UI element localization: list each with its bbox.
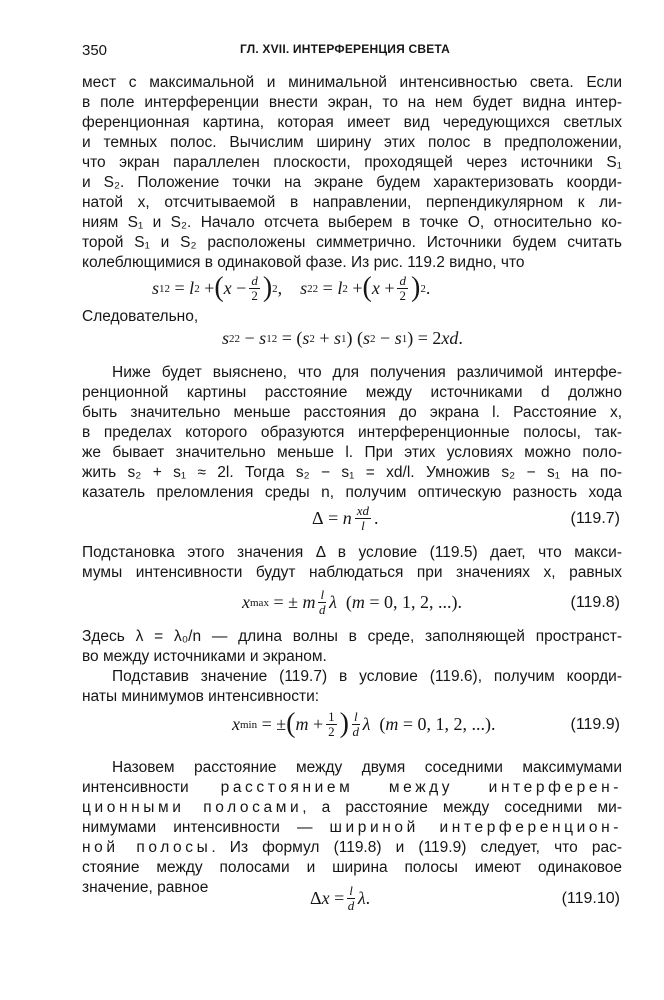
text-line: значение, равное	[82, 879, 209, 896]
text-line: Ниже будет выяснено, что для получения различимой интерфе-	[112, 364, 622, 381]
text-line: колеблющимися в одинаковой фазе. Из рис. 119.2 видно, что	[82, 254, 525, 271]
text-line: натой x, отсчитываемой в направлении, перпендикулярном к ли-	[82, 194, 622, 211]
page-number: 350	[82, 42, 108, 59]
text-line: и темных полос. Вычислим ширину этих полос в предположении,	[82, 134, 622, 151]
text-line: жить s₂ + s₁ ≈ 2l. Тогда s₂ − s₁ = xd/l. Умножив s₂ − s₁ на по-	[82, 464, 622, 481]
text-line: же бывает значительно меньше l. При этих условиях можно поло-	[82, 444, 622, 461]
text-line: во между источниками и экраном.	[82, 648, 327, 665]
text-line: ренционной картины расстояние между источниками d должно	[82, 384, 622, 401]
text-line: в пределах которого образуются интерференционные полосы, так-	[82, 424, 622, 441]
text-line: казатель преломления среды n, получим оптическую разность хода	[82, 484, 622, 501]
text-line	[82, 838, 622, 858]
text-line	[82, 778, 622, 798]
text-line: Следовательно,	[82, 308, 199, 325]
text-line	[82, 818, 622, 838]
text-line: наты минимумов интенсивности:	[82, 688, 320, 705]
text-line: и S₂. Положение точки на экране будем характеризовать коорди-	[82, 174, 622, 191]
text-run: нимумами интенсивности —	[82, 819, 313, 836]
text-run: , а расстояние между соседними ми-	[302, 799, 622, 816]
text-line: в поле интерференции внести экран, то на нем будет видна интер-	[82, 94, 622, 111]
equation-number: (119.10)	[561, 890, 620, 907]
text-line: стояние между полосами и ширина полосы имеют одинаковое	[82, 859, 622, 876]
text-line: Подставив значение (119.7) в условие (119.6), получим коорди-	[112, 668, 622, 685]
text-line	[82, 798, 622, 818]
text-run: . Из формул (119.8) и (119.9) следует, что рас-	[211, 839, 622, 856]
term-spaced: шириной интерференцион-	[329, 819, 622, 836]
equation-119-7	[82, 498, 622, 542]
term-spaced: ной полосы	[82, 839, 212, 856]
text-line: быть значительно меньше расстояния до экрана l. Расстояние x,	[82, 404, 622, 421]
equation-number: (119.8)	[570, 594, 620, 611]
formula: Δ = n $\frac{xd}{l}$ .	[312, 503, 379, 533]
formula: x max = ± m $\frac{l}{d}$ λ ( m = 0, 1, 2, ...).	[242, 587, 463, 617]
text-line: Подстановка этого значения Δ в условие (119.5) дает, что макси-	[82, 544, 622, 561]
equation-119-10	[82, 878, 622, 922]
text-line: мест с максимальной и минимальной интенсивностью света. Если	[82, 74, 622, 91]
equation-s-squared: s 1 2 = l 2 + ( x − $\frac{d}{2}$ ) 2 , s 2 2 = l 2 + ( x + $\frac{d}{2}$ ) 2 .	[152, 271, 431, 303]
equation-difference: s 2 2 − s 1 2 = ( s 2 + s 1 ) ( s 2 − s 1 ) = 2 xd .	[222, 328, 463, 348]
term-spaced: расстоянием между интерферен-	[220, 779, 622, 796]
formula: x min = ± ( m + $\frac{1}{2}$ ) $\frac{l}{d}$ λ ( m = 0, 1, 2, ...).	[232, 707, 496, 739]
text-line: что экран параллелен плоскости, проходящей через источники S₁	[82, 154, 622, 171]
text-line: ференционная картина, которая имеет вид чередующихся светлых	[82, 114, 622, 131]
text-line: мумы интенсивности будут наблюдаться при значениях x, равных	[82, 564, 622, 581]
term-spaced: ционными полосами	[82, 799, 303, 816]
text-line: Назовем расстояние между двумя соседними максимумами	[112, 759, 622, 776]
text-line: Здесь λ = λ₀/n — длина волны в среде, заполняющей пространст-	[82, 628, 622, 645]
running-head: ГЛ. XVII. ИНТЕРФЕРЕНЦИЯ СВЕТА	[240, 42, 451, 56]
text-run: интенсивности	[82, 779, 189, 796]
equation-119-9	[82, 704, 622, 748]
equation-119-8	[82, 582, 622, 626]
formula: Δ x = $\frac{l}{d}$ λ .	[310, 883, 371, 913]
text-line: ниям S₁ и S₂. Начало отсчета выберем в точке O, относительно ко-	[82, 214, 622, 231]
text-line: торой S₁ и S₂ расположены симметрично. Источники будем считать	[82, 234, 622, 251]
equation-number: (119.7)	[570, 510, 620, 527]
equation-number: (119.9)	[570, 716, 620, 733]
